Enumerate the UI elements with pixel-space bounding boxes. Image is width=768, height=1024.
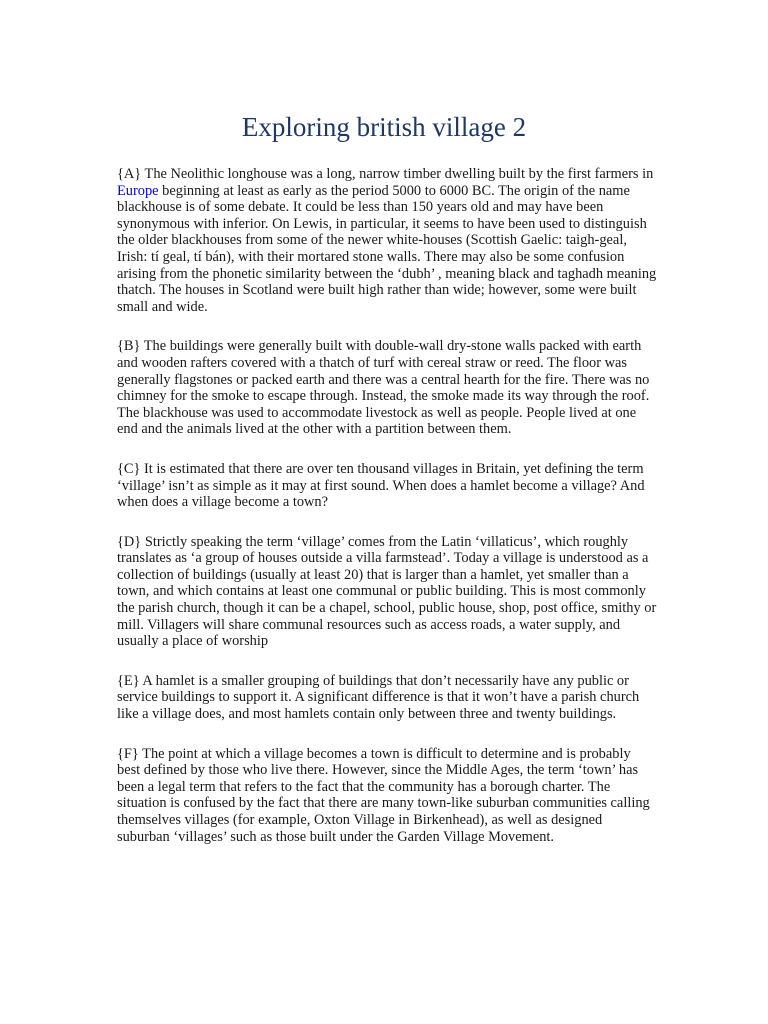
- document-body: [117, 166, 657, 868]
- paragraph-e: [117, 673, 657, 723]
- paragraph-tag: {E}: [117, 672, 140, 689]
- paragraph-b: [117, 338, 657, 438]
- paragraph-text: It is estimated that there are over ten thousand villages in Britain, yet defining the term ‘village’ isn’t as simple as it may at first sound. When does a hamlet become a village? And when does a village become a town?: [117, 460, 645, 511]
- document-title: Exploring british village 2: [241, 112, 527, 142]
- paragraph-text: The Neolithic longhouse was a long, narrow timber dwelling built by the first farmers in: [141, 166, 654, 182]
- europe-link[interactable]: Europe: [117, 182, 159, 199]
- paragraph-tag: {F}: [117, 745, 139, 762]
- paragraph-a: [117, 166, 657, 315]
- paragraph-tag: {B}: [117, 338, 141, 355]
- paragraph-c: [117, 461, 657, 511]
- paragraph-f: [117, 746, 657, 846]
- paragraph-text: beginning at least as early as the period 5000 to 6000 BC. The origin of the name blackhouse is of some debate. It could be less than 150 years old and may have been synonymous with inferior. On Lewis, in particular, it seems to have been used to distinguish the older blackhouses from some of the newer white-houses (Scottish Gaelic: taigh-geal, Irish: tí geal, tí bán), with their mortared stone walls. There may also be some confusion arising from the phonetic similarity between the ‘dubh’ , meaning black and taghadh meaning thatch. The houses in Scotland were built high rather than wide; however, some were built small and wide.: [117, 182, 657, 315]
- paragraph-text: Strictly speaking the term ‘village’ comes from the Latin ‘villaticus’, which roughly translates as ‘a group of houses outside a villa farmstead’. Today a village is understood as a collection of buildings (usually at least 20) that is larger than a hamlet, yet smaller than a town, and which contains at least one communal or public building. This is most commonly the parish church, though it can be a chapel, school, public house, shop, post office, smithy or mill. Villagers will share communal resources such as access roads, a water supply, and usually a place of worship: [117, 533, 657, 650]
- paragraph-text: The buildings were generally built with double-wall dry-stone walls packed with earth and wooden rafters covered with a thatch of turf with cereal straw or reed. The floor was generally flagstones or packed earth and there was a central hearth for the fire. There was no chimney for the smoke to escape through. Instead, the smoke made its way through the roof. The blackhouse was used to accommodate livestock as well as people. People lived at one end and the animals lived at the other with a partition between them.: [117, 338, 650, 438]
- paragraph-tag: {A}: [117, 166, 142, 182]
- paragraph-d: [117, 534, 657, 650]
- paragraph-tag: {C}: [117, 460, 141, 477]
- paragraph-text: The point at which a village becomes a town is difficult to determine and is probably best defined by those who live there. However, since the Middle Ages, the term ‘town’ has been a legal term that refers to the fact that the community has a borough charter. The situation is confused by the fact that there are many town-like suburban communities calling themselves villages (for example, Oxton Village in Birkenhead), as well as designed suburban ‘villages’ such as those built under the Garden Village Movement.: [117, 745, 650, 845]
- paragraph-text: A hamlet is a smaller grouping of buildings that don’t necessarily have any public or service buildings to support it. A significant difference is that it won’t have a parish church like a village does, and most hamlets contain only between three and twenty buildings.: [117, 672, 640, 723]
- paragraph-tag: {D}: [117, 533, 142, 550]
